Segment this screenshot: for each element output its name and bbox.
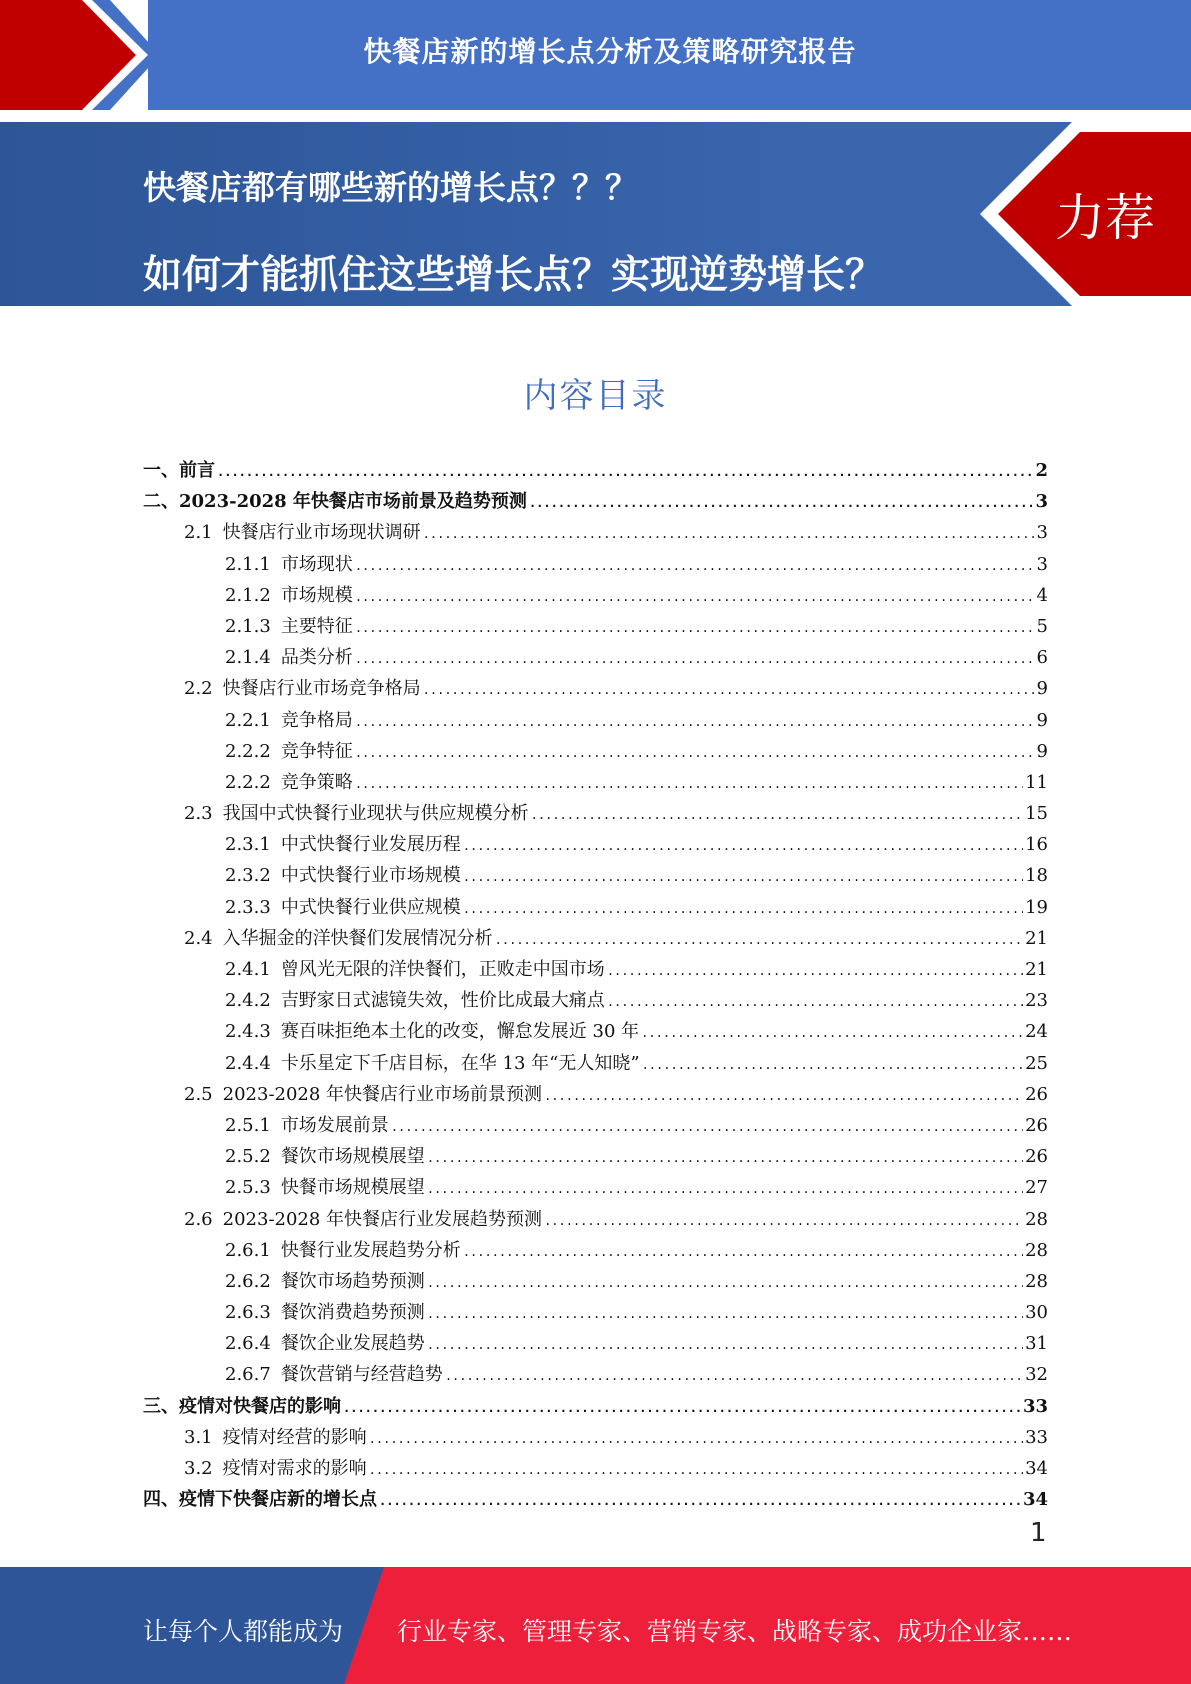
toc-entry-page: 26 (1025, 1114, 1048, 1136)
toc-leader-dots (544, 1206, 1023, 1237)
footer-slogan-left: 让每个人都能成为 (143, 1617, 344, 1646)
toc-entry-number: 2.2.2 (225, 740, 271, 762)
toc-entry-title: 中式快餐行业供应规模 (280, 896, 461, 918)
toc-entry[interactable] (143, 1079, 1048, 1110)
toc-leader-dots (355, 738, 1035, 769)
toc-entry-number: 2.6.1 (225, 1239, 271, 1261)
toc-entry[interactable] (143, 1453, 1048, 1484)
toc-entry-title: 市场规模 (280, 584, 353, 606)
toc-entry[interactable] (143, 1422, 1048, 1453)
toc-leader-dots (544, 1081, 1023, 1112)
toc-entry-number: 3.1 (184, 1426, 213, 1448)
toc-list (143, 455, 1048, 1515)
toc-entry-number: 2.1.4 (225, 647, 271, 669)
toc-entry[interactable] (143, 486, 1048, 517)
toc-entry-number: 2.1 (184, 522, 213, 544)
toc-leader-dots (495, 925, 1023, 956)
toc-entry-number: 2.4.2 (225, 990, 271, 1012)
toc-entry-number: 2.3.2 (225, 865, 271, 887)
toc-entry-title: 我国中式快餐行业现状与供应规模分析 (222, 803, 529, 825)
toc-leader-dots (391, 1112, 1023, 1143)
toc-entry-page: 21 (1025, 959, 1048, 980)
toc-entry-title: 竞争格局 (280, 709, 353, 731)
toc-entry[interactable] (143, 798, 1048, 829)
toc-leader-dots (427, 1143, 1023, 1174)
toc-entry-page: 33 (1025, 1426, 1048, 1448)
toc-entry-title: 餐饮市场规模展望 (280, 1146, 425, 1168)
toc-entry-title: 餐饮消费趋势预测 (280, 1302, 425, 1324)
toc-entry-number: 2.4 (184, 927, 213, 949)
toc-entry-number: 2.3 (184, 803, 213, 825)
toc-entry-number: 二、 (143, 491, 179, 513)
toc-entry-page: 3 (1036, 522, 1048, 544)
toc-leader-dots (355, 582, 1035, 613)
toc-entry-number: 2.6 (184, 1208, 213, 1230)
toc-entry-page: 26 (1025, 1146, 1048, 1168)
toc-leader-dots (355, 551, 1035, 582)
toc-entry[interactable] (143, 1172, 1048, 1203)
toc-entry[interactable] (143, 673, 1048, 704)
toc-entry-page: 33 (1022, 1395, 1048, 1417)
toc-entry-page: 24 (1025, 1021, 1048, 1043)
toc-leader-dots (427, 1174, 1023, 1205)
header-arrow-icon (0, 0, 160, 110)
toc-entry-title: 餐饮营销与经营趋势 (280, 1364, 443, 1386)
toc-entry[interactable] (143, 517, 1048, 548)
toc-entry-page: 30 (1025, 1302, 1048, 1324)
toc-entry-title: 2023-2028 年快餐店市场前景及趋势预测 (179, 491, 527, 513)
toc-leader-dots (355, 644, 1035, 675)
toc-entry-title: 竞争策略 (280, 771, 353, 793)
toc-entry-number: 2.3.1 (225, 834, 271, 856)
toc-entry-title: 餐饮市场趋势预测 (280, 1270, 425, 1292)
toc-leader-dots (355, 769, 1023, 800)
toc-entry[interactable] (143, 736, 1048, 767)
toc-leader-dots (427, 1299, 1023, 1330)
toc-entry[interactable] (143, 611, 1048, 642)
toc-entry[interactable] (143, 642, 1048, 673)
toc-entry-title: 中式快餐行业发展历程 (280, 834, 461, 856)
toc-entry-page: 9 (1036, 678, 1048, 700)
toc-entry[interactable] (143, 549, 1048, 580)
toc-entry-title: 疫情对快餐店的影响 (179, 1395, 341, 1417)
toc-entry-title: 入华掘金的洋快餐们发展情况分析 (222, 927, 493, 949)
toc-leader-dots (531, 800, 1023, 831)
toc-entry-page: 18 (1025, 865, 1048, 887)
toc-entry-number: 2.3.3 (225, 896, 271, 918)
toc-entry-number: 2.2.2 (225, 771, 271, 793)
toc-entry[interactable] (143, 1048, 1048, 1079)
toc-entry-title: 疫情对经营的影响 (222, 1426, 367, 1448)
toc-entry-page: 28 (1025, 1239, 1048, 1261)
page-number: 1 (1030, 1518, 1047, 1548)
toc-entry-number: 2.5.1 (225, 1114, 271, 1136)
toc-entry-number: 2.4.4 (225, 1052, 271, 1074)
toc-entry-page: 3 (1036, 553, 1048, 575)
toc-entry-number: 2.4.3 (225, 1021, 271, 1043)
toc-entry[interactable] (143, 954, 1048, 985)
toc-entry[interactable] (143, 455, 1048, 486)
toc-entry-page: 31 (1025, 1333, 1048, 1355)
toc-entry[interactable] (143, 892, 1048, 923)
toc-entry[interactable] (143, 1204, 1048, 1235)
toc-entry-number: 2.6.7 (225, 1364, 271, 1386)
toc-entry[interactable] (143, 1359, 1048, 1390)
footer-slogan-right: 行业专家、管理专家、营销专家、战略专家、成功企业家…… (397, 1617, 1073, 1646)
toc-leader-dots (423, 675, 1035, 706)
toc-entry-title: 餐饮企业发展趋势 (280, 1333, 425, 1355)
toc-entry-page: 28 (1025, 1208, 1048, 1230)
toc-entry-page: 19 (1025, 896, 1048, 918)
hero-question-2: 如何才能抓住这些增长点？实现逆势增长？ (143, 253, 885, 298)
toc-entry-number: 3.2 (184, 1458, 213, 1479)
report-title: 快餐店新的增长点分析及策略研究报告 (363, 35, 857, 68)
toc-leader-dots (217, 457, 1033, 488)
toc-entry[interactable] (143, 580, 1048, 611)
toc-entry-title: 快餐店行业市场现状调研 (222, 522, 421, 544)
toc-entry-page: 9 (1036, 709, 1048, 731)
toc-entry-title: 市场发展前景 (280, 1114, 389, 1136)
toc-leader-dots (463, 831, 1023, 862)
toc-entry-page: 34 (1022, 1489, 1048, 1511)
toc-entry[interactable] (143, 1391, 1048, 1422)
toc-entry-title: 市场现状 (280, 553, 353, 575)
toc-entry[interactable] (143, 1266, 1048, 1297)
toc-entry-title: 曾风光无限的洋快餐们，正败走中国市场 (280, 959, 605, 980)
toc-entry-number: 2.2 (184, 678, 213, 700)
toc-entry[interactable] (143, 1328, 1048, 1359)
toc-entry-title: 2023-2028 年快餐店行业发展趋势预测 (222, 1208, 543, 1230)
toc-entry-number: 一、 (143, 460, 179, 481)
toc-leader-dots (379, 1486, 1021, 1517)
toc-entry-page: 27 (1025, 1177, 1048, 1199)
toc-entry-page: 11 (1025, 771, 1048, 793)
toc-entry-page: 26 (1025, 1083, 1048, 1105)
toc-entry-page: 23 (1025, 990, 1048, 1012)
toc-entry[interactable] (143, 985, 1048, 1016)
toc-leader-dots (463, 894, 1023, 925)
toc-entry-title: 快餐店行业市场竞争格局 (222, 678, 421, 700)
toc-entry-title: 快餐市场规模展望 (280, 1177, 425, 1199)
toc-leader-dots (607, 956, 1023, 987)
toc-leader-dots (369, 1424, 1023, 1455)
toc-entry-number: 2.5 (184, 1083, 213, 1105)
hero-question-1: 快餐店都有哪些新的增长点？？？ (143, 168, 638, 207)
toc-leader-dots (343, 1393, 1021, 1424)
toc-entry-title: 竞争特征 (280, 740, 353, 762)
toc-entry-number: 2.1.1 (225, 553, 271, 575)
toc-entry[interactable] (143, 1016, 1048, 1047)
toc-entry[interactable] (143, 1235, 1048, 1266)
toc-entry-title: 卡乐星定下千店目标，在华 13 年“无人知晓” (280, 1052, 640, 1074)
toc-entry[interactable] (143, 1484, 1048, 1515)
toc-leader-dots (355, 613, 1035, 644)
toc-entry-title: 吉野家日式滤镜失效，性价比成最大痛点 (280, 990, 605, 1012)
toc-entry-page: 6 (1036, 647, 1048, 669)
toc-leader-dots (529, 488, 1034, 519)
toc-entry[interactable] (143, 923, 1048, 954)
toc-entry[interactable] (143, 767, 1048, 798)
toc-entry-page: 25 (1025, 1052, 1048, 1074)
toc-leader-dots (355, 707, 1035, 738)
toc-entry-page: 16 (1025, 834, 1048, 856)
toc-entry-title: 前言 (179, 460, 215, 481)
toc-entry[interactable] (143, 705, 1048, 736)
toc-entry-page: 3 (1035, 491, 1048, 513)
toc-entry-number: 2.6.4 (225, 1333, 271, 1355)
toc-entry-number: 2.2.1 (225, 709, 271, 731)
toc-leader-dots (427, 1268, 1023, 1299)
toc-leader-dots (369, 1455, 1023, 1486)
toc-entry-number: 2.1.2 (225, 584, 271, 606)
toc-entry-title: 疫情对需求的影响 (222, 1458, 367, 1479)
toc-leader-dots (445, 1361, 1023, 1392)
toc-entry-title: 2023-2028 年快餐店行业市场前景预测 (222, 1083, 543, 1105)
toc-entry-number: 三、 (143, 1395, 179, 1417)
toc-entry-number: 2.5.3 (225, 1177, 271, 1199)
toc-leader-dots (463, 1237, 1023, 1268)
toc-entry-number: 四、 (143, 1489, 179, 1511)
toc-leader-dots (641, 1018, 1023, 1049)
toc-entry-page: 2 (1035, 460, 1048, 481)
toc-leader-dots (423, 519, 1035, 550)
toc-entry[interactable] (143, 1141, 1048, 1172)
toc-title: 内容目录 (523, 376, 668, 416)
toc-leader-dots (607, 987, 1023, 1018)
toc-entry-page: 4 (1036, 584, 1048, 606)
toc-entry-number: 2.6.2 (225, 1270, 271, 1292)
toc-entry[interactable] (143, 1110, 1048, 1141)
toc-entry[interactable] (143, 860, 1048, 891)
toc-leader-dots (427, 1330, 1023, 1361)
toc-entry-title: 主要特征 (280, 615, 353, 637)
toc-entry-page: 15 (1025, 803, 1048, 825)
toc-entry-title: 品类分析 (280, 647, 353, 669)
toc-entry-page: 9 (1036, 740, 1048, 762)
toc-entry-title: 赛百味拒绝本土化的改变，懈怠发展近 30 年 (280, 1021, 640, 1043)
toc-entry[interactable] (143, 829, 1048, 860)
recommend-badge: 力荐 (1055, 189, 1155, 247)
toc-entry-number: 2.1.3 (225, 615, 271, 637)
toc-entry-page: 34 (1025, 1458, 1048, 1479)
toc-entry-page: 28 (1025, 1270, 1048, 1292)
toc-entry-number: 2.4.1 (225, 959, 271, 980)
toc-entry-title: 中式快餐行业市场规模 (280, 865, 461, 887)
toc-entry-page: 32 (1025, 1364, 1048, 1386)
toc-leader-dots (463, 862, 1023, 893)
toc-entry-number: 2.6.3 (225, 1302, 271, 1324)
toc-entry-page: 21 (1025, 927, 1048, 949)
toc-entry-title: 疫情下快餐店新的增长点 (179, 1489, 377, 1511)
toc-entry-title: 快餐行业发展趋势分析 (280, 1239, 461, 1261)
toc-entry-page: 5 (1036, 615, 1048, 637)
toc-leader-dots (642, 1050, 1024, 1081)
toc-entry-number: 2.5.2 (225, 1146, 271, 1168)
toc-entry[interactable] (143, 1297, 1048, 1328)
